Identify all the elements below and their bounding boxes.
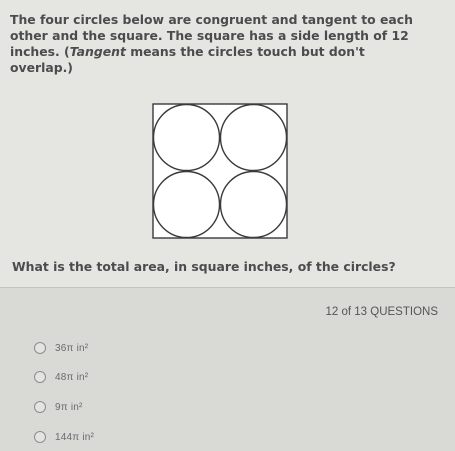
answer-option-label: 36π in²: [55, 342, 89, 354]
question-italic-term: Tangent: [69, 44, 126, 59]
answer-option-1[interactable]: [34, 339, 88, 357]
answers-area: [0, 289, 455, 451]
circle-bottom-left: [154, 172, 220, 238]
question-text: [10, 12, 430, 76]
radio-button[interactable]: [34, 342, 46, 354]
answer-option-label: 144π in²: [55, 431, 95, 443]
circle-top-right: [221, 105, 287, 171]
circles-in-square-figure: [152, 103, 288, 239]
radio-button[interactable]: [34, 431, 46, 443]
answer-option-2[interactable]: [34, 368, 88, 386]
question-text-part1: The four circles below are congruent and tangent to each other and the square. The square has a side length of 12 inches. (: [10, 12, 413, 59]
radio-button[interactable]: [34, 401, 46, 413]
question-progress: 12 of 13 QUESTIONS: [325, 306, 438, 318]
question-prompt: What is the total area, in square inches, of the circles?: [12, 259, 396, 274]
radio-button[interactable]: [34, 371, 46, 383]
question-text-part2: means the circles touch but don't overlap.): [10, 44, 365, 75]
answer-option-3[interactable]: [34, 398, 83, 416]
answer-option-label: 48π in²: [55, 371, 89, 383]
answer-option-4[interactable]: [34, 428, 94, 446]
answer-option-label: 9π in²: [55, 401, 83, 413]
circle-top-left: [154, 105, 220, 171]
circle-bottom-right: [221, 172, 287, 238]
